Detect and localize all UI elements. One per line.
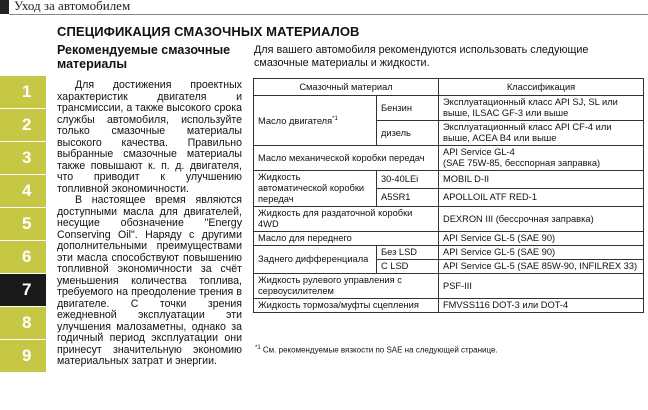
page-header: [0, 0, 648, 14]
chapter-tab-4[interactable]: 4: [0, 175, 46, 207]
diesel-cell: дизель: [377, 121, 439, 146]
diesel-class-cell: Эксплуатационный класс API CF-4 или выше, ACEA B4 или выше: [439, 121, 644, 146]
chapter-tab-9[interactable]: 9: [0, 340, 46, 372]
transfer-cell: Жидкость для раздаточной коробки 4WD: [254, 207, 439, 232]
chapter-tab-6[interactable]: 6: [0, 241, 46, 273]
lubricant-table: [253, 78, 644, 313]
footnote-text: См. рекомендуемые вязкости по SAE на следующей странице.: [262, 345, 498, 355]
paragraph-2: В настоящее время являются доступными масла для двигателей, несущие обозначение "Energy Conserving Oil". Наряду с другими дополнительными преимуществами эти масла способствуют повышению топливной экономичности за счёт уменьшения количества топлива, требуемого на преодоление трения в двигателе. С точки зрения ежедневной эксплуатации эти улучшения малозаметны, однако за годичный период эксплуатации они принесут значительную экономию материальных затрат и энергии.: [57, 194, 242, 367]
table-header-row: [254, 79, 644, 96]
front-diff-cell: Масло для переднего: [254, 232, 439, 246]
footnote-mark: *1: [255, 345, 261, 351]
header-rule: [9, 14, 648, 15]
front-diff-class-cell: API Service GL-5 (SAE 90): [439, 232, 644, 246]
manual-gear-class-cell: [439, 146, 644, 171]
rear-diff-cell: Заднего дифференциала: [254, 246, 377, 274]
manual-gear-cell: Масло механической коробки передач: [254, 146, 439, 171]
table-row: [254, 299, 644, 313]
chapter-tab-8[interactable]: 8: [0, 307, 46, 339]
atf-cell: Жидкость автоматической коробки передач: [254, 171, 377, 207]
atf-2-cell: A5SR1: [377, 189, 439, 207]
steering-class-cell: PSF-III: [439, 274, 644, 299]
chapter-tab-2[interactable]: 2: [0, 109, 46, 141]
footnote-ref: *1: [332, 115, 338, 122]
table-row: [254, 171, 644, 189]
body-text: [57, 80, 242, 368]
table-row: [254, 246, 644, 260]
table-row: [254, 274, 644, 299]
page-title: СПЕЦИФИКАЦИЯ СМАЗОЧНЫХ МАТЕРИАЛОВ: [57, 24, 360, 39]
engine-oil-label: Масло двигателя: [258, 116, 333, 127]
rear-diff-1-cell: Без LSD: [377, 246, 439, 260]
transfer-class-cell: DEXRON III (бессрочная заправка): [439, 207, 644, 232]
header-title: Уход за автомобилем: [14, 0, 131, 13]
chapter-tab-5[interactable]: 5: [0, 208, 46, 240]
brake-class-cell: FMVSS116 DOT-3 или DOT-4: [439, 299, 644, 313]
engine-oil-cell: [254, 96, 377, 146]
petrol-class-cell: Эксплуатационный класс API SJ, SL или выше, ILSAC GF-3 или выше: [439, 96, 644, 121]
table-row: [254, 207, 644, 232]
section-title: Рекомендуемые смазочные материалы: [57, 43, 231, 71]
table-row: [254, 96, 644, 121]
rear-diff-2-cell: С LSD: [377, 260, 439, 274]
col-header-lubricant: Смазочный материал: [254, 79, 439, 96]
petrol-cell: Бензин: [377, 96, 439, 121]
chapter-tab-1[interactable]: 1: [0, 76, 46, 108]
chapter-tabs: [0, 76, 46, 373]
rear-diff-2-class-cell: API Service GL-5 (SAE 85W-90, INFILREX 33): [439, 260, 644, 274]
footnote: [255, 345, 498, 355]
manual-gear-class-line-1: API Service GL-4: [443, 147, 515, 157]
atf-2-class-cell: APOLLOIL ATF RED-1: [439, 189, 644, 207]
intro-text: Для вашего автомобиля рекомендуются использовать следующие смазочные материалы и жидкости.: [254, 44, 589, 69]
rear-diff-1-class-cell: API Service GL-5 (SAE 90): [439, 246, 644, 260]
manual-gear-class-line-2: (SAE 75W-85, бесспорная заправка): [443, 158, 601, 168]
atf-1-class-cell: MOBIL D-II: [439, 171, 644, 189]
brake-cell: Жидкость тормоза/муфты сцепления: [254, 299, 439, 313]
header-bar: [0, 0, 9, 14]
steering-cell: Жидкость рулевого управления с сервоусилителем: [254, 274, 439, 299]
chapter-tab-3[interactable]: 3: [0, 142, 46, 174]
table-row: [254, 146, 644, 171]
col-header-class: Классификация: [439, 79, 644, 96]
paragraph-1: Для достижения проектных характеристик двигателя и трансмиссии, а также высокого срока службы автомобиля, используйте только смазочные материалы высокого качества. Правильно выбранные смазочные материалы также повышают к. п. д. двигателя, что приводит к улучшению топливной экономичности.: [57, 79, 242, 195]
chapter-tab-7[interactable]: 7: [0, 274, 46, 306]
atf-1-cell: 30-40LEi: [377, 171, 439, 189]
table-row: [254, 232, 644, 246]
